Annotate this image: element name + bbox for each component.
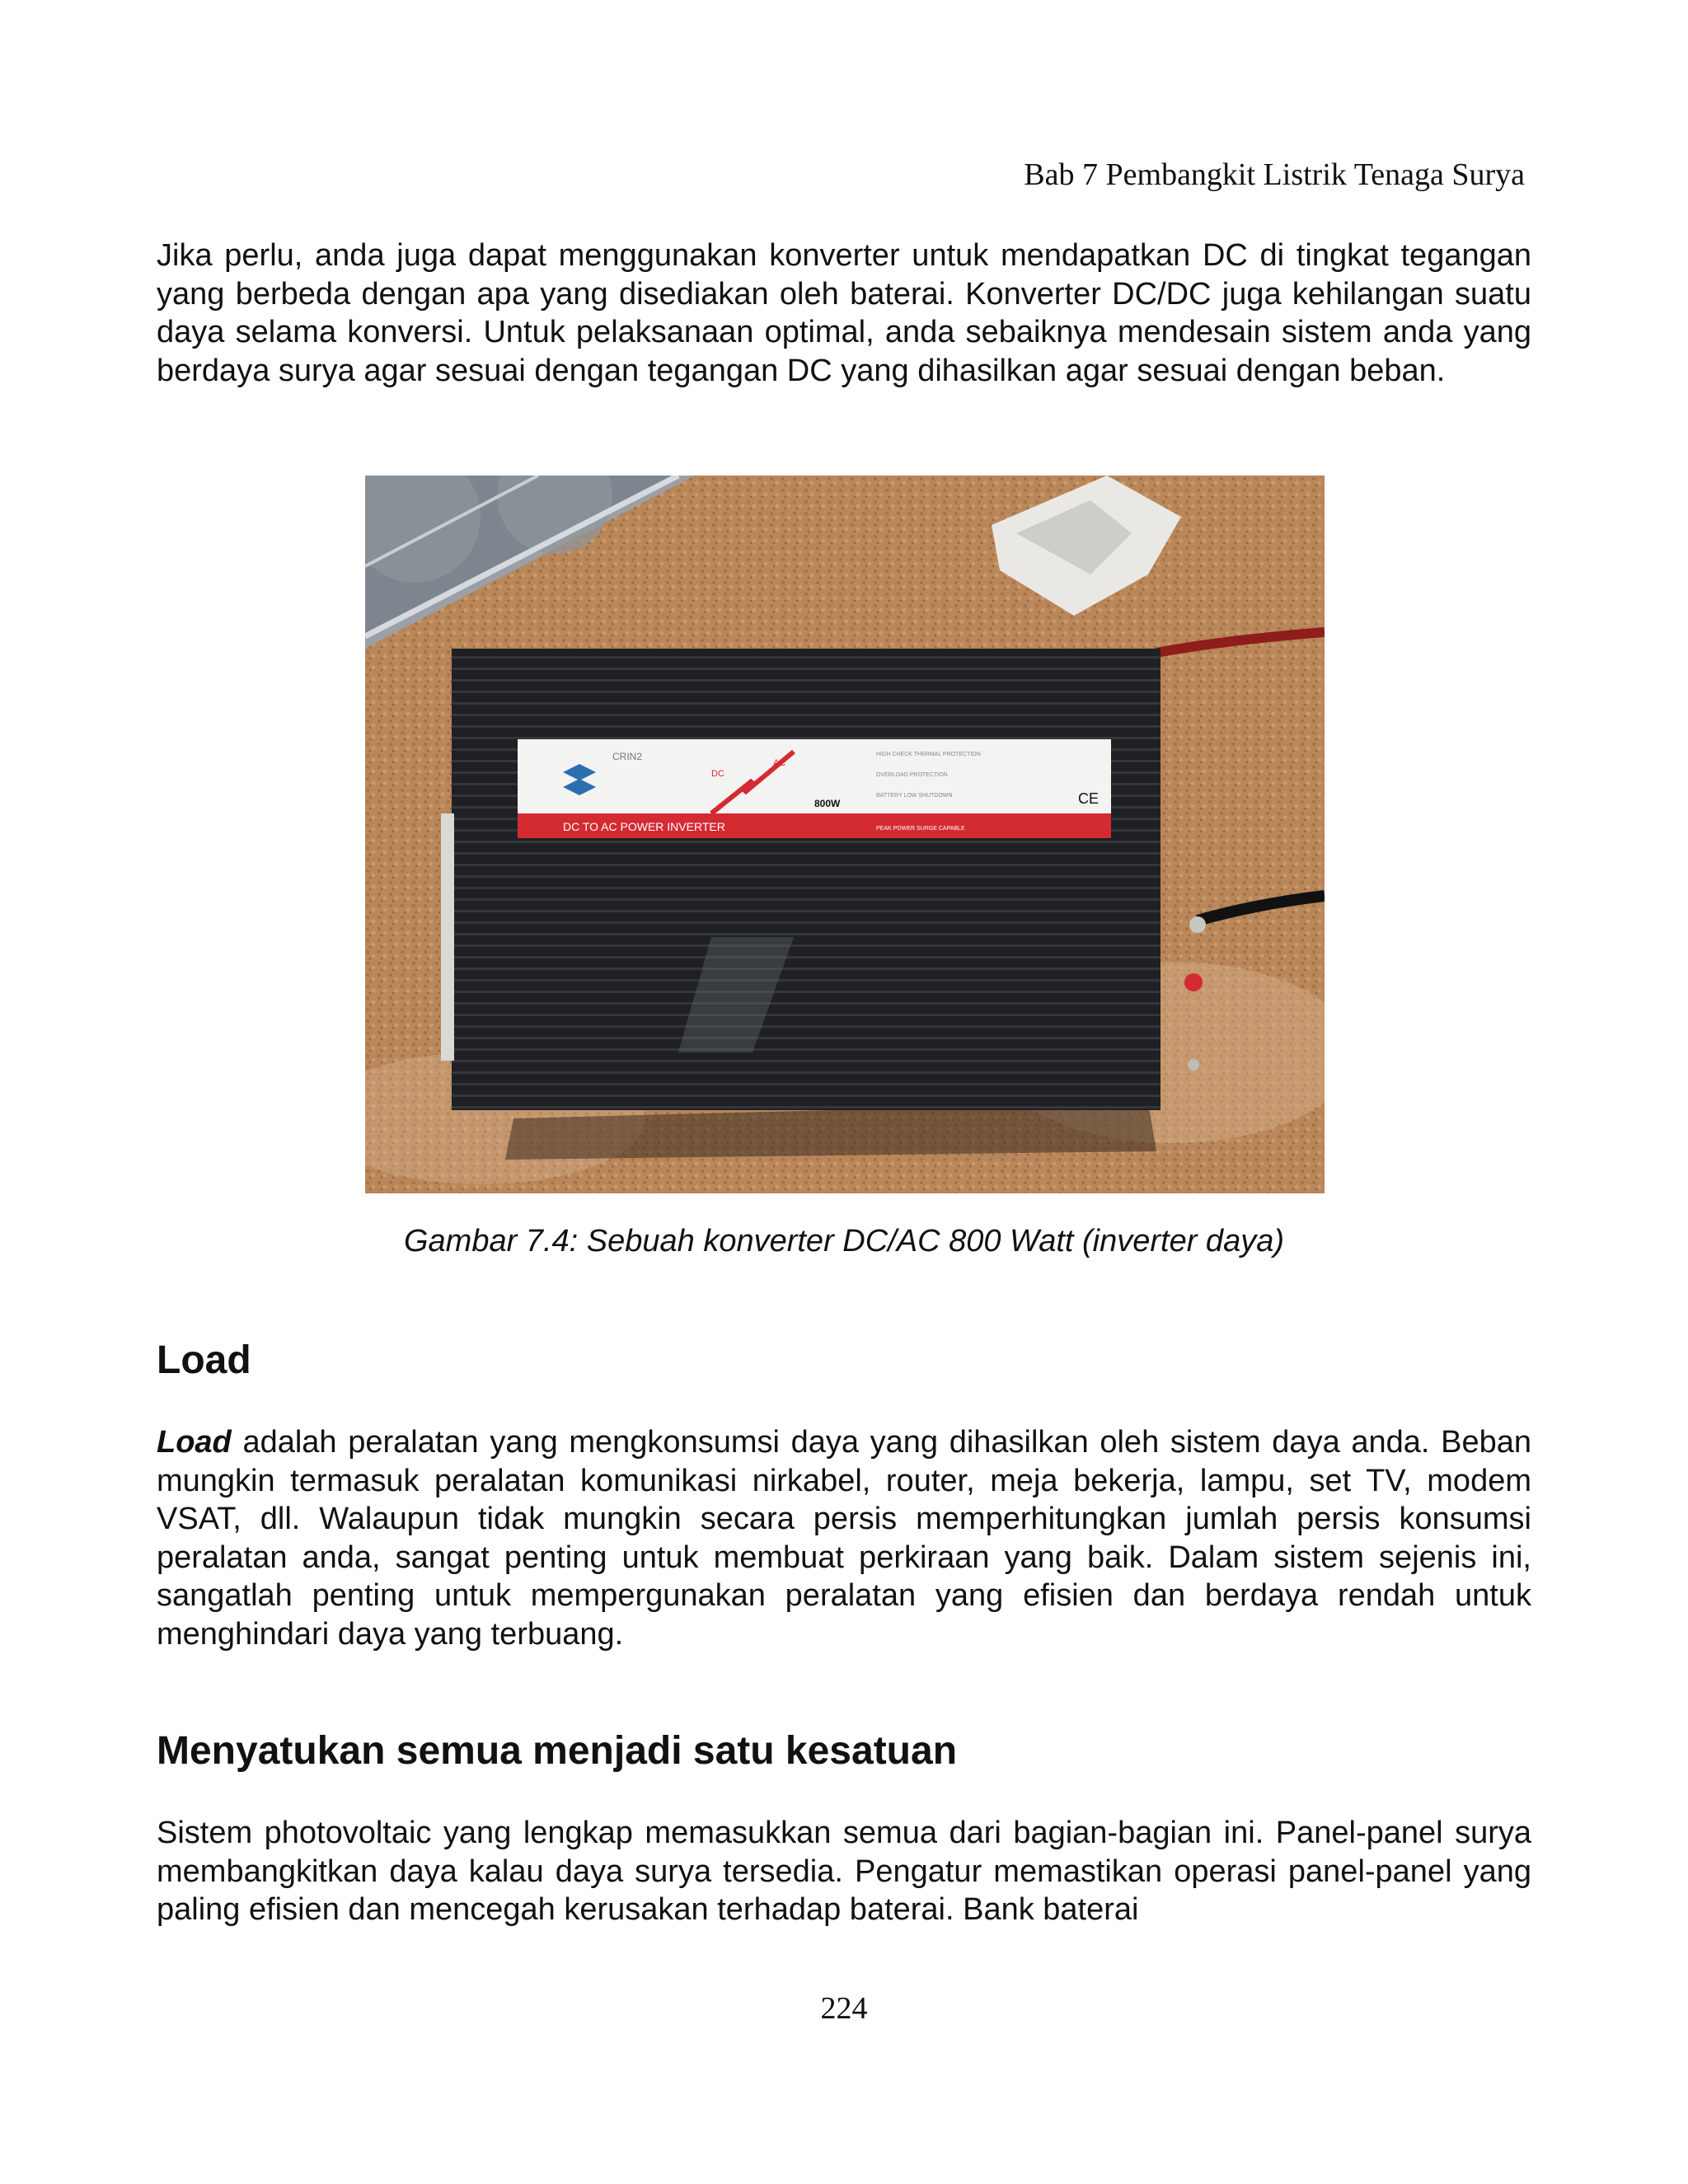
page-number: 224 (820, 1991, 868, 2026)
label-band: DC TO AC POWER INVERTER (563, 820, 725, 833)
load-paragraph (157, 1423, 1531, 1653)
section-heading-menyatukan: Menyatukan semua menjadi satu kesatuan (157, 1729, 958, 1773)
section-heading-load: Load (157, 1338, 251, 1382)
load-paragraph-body: adalah peralatan yang mengkonsumsi daya yang dihasilkan oleh sistem daya anda. Beban mungkin termasuk peralatan komunikasi nirkabel, router, meja bekerja, lampu, set TV, modem VSAT, dll. Walaupun tidak mungkin secara persis memperhitungkan jumlah persis konsumsi peralatan anda, sangat penting untuk membuat perkiraan yang baik. Dalam sistem sejenis ini, sangatlah penting untuk mempergunakan peralatan yang efisien dan berdaya rendah untuk menghindari daya yang terbuang. (157, 1425, 1531, 1652)
label-ce: CE (1078, 790, 1100, 807)
label-feature: OVERLOAD PROTECTION (876, 772, 948, 778)
intro-paragraph: Jika perlu, anda juga dapat menggunakan konverter untuk mendapatkan DC di tingkat tegangan yang berbeda dengan apa yang disediakan oleh baterai. Konverter DC/DC juga kehilangan suatu daya selama konversi. Untuk pelaksanaan optimal, anda sebaiknya mendesain sistem anda yang berdaya surya agar sesuai dengan tegangan DC yang dihasilkan agar sesuai dengan beban. (157, 238, 1531, 388)
figure-caption: Gambar 7.4: Sebuah konverter DC/AC 800 Watt (inverter daya) (403, 1224, 1284, 1258)
label-feature: HIGH CHECK THERMAL PROTECTION (876, 752, 981, 757)
label-feature: PEAK POWER SURGE CAPABLE (876, 826, 965, 832)
label-watt: 800W (814, 798, 841, 809)
label-feature: BATTERY LOW SHUTDOWN (876, 793, 953, 799)
menyatukan-paragraph: Sistem photovoltaic yang lengkap memasukkan semua dari bagian-bagian ini. Panel-panel surya membangkitkan daya kalau daya surya tersedia. Pengatur memastikan operasi panel-panel yang paling efisien dan mencegah kerusakan terhadap baterai. Bank baterai (157, 1816, 1531, 1927)
inverter-photo (365, 476, 1325, 1193)
running-header: Bab 7 Pembangkit Listrik Tenaga Surya (1024, 157, 1525, 192)
label-dc: DC (711, 769, 724, 779)
label-model: CRIN2 (612, 751, 643, 762)
label-ac: AC (773, 758, 786, 768)
load-term: Load (157, 1425, 232, 1460)
